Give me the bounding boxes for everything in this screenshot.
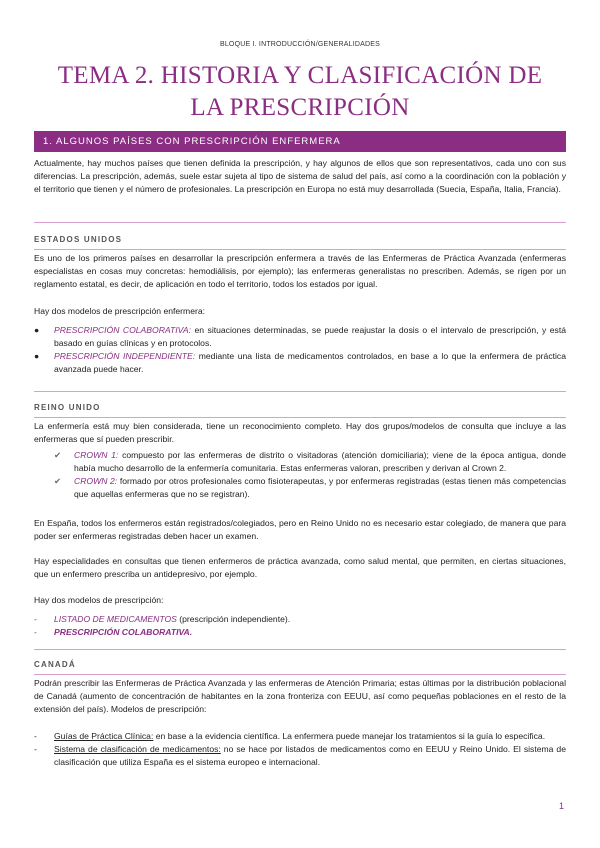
page-title: TEMA 2. HISTORIA Y CLASIFICACIÓN DE LA PRESCRIPCIÓN (57, 62, 543, 121)
bullet-icon: ● (34, 325, 40, 335)
list-item: ● PRESCRIPCIÓN INDEPENDIENTE: mediante una lista de medicamentos controlados, en base a lo que la enfermera de práctica avanzada puede hacer. (34, 351, 566, 375)
running-header: BLOQUE I. INTRODUCCIÓN/GENERALIDADES (219, 41, 381, 48)
usa-paragraph: Es uno de los primeros países en desarrollar la prescripción enfermera a través de las Enfermeras de Práctica Avanzada (enfermeras especialistas en cosas muy concretas: hemodiálisis, por ejemplo); las enfermeras generalistas no prescriben. Además, se rigen por un reglamento estatal, es decir, de aplicación en todo el territorio, todos los estados por igual. (34, 253, 566, 290)
divider (34, 649, 566, 650)
dash-icon: - (34, 731, 37, 741)
checkmark-icon: ✔ (54, 450, 62, 460)
section-heading-bar: 1. ALGUNOS PAÍSES CON PRESCRIPCIÓN ENFERMERA (34, 131, 566, 152)
list-item: - PRESCRIPCIÓN COLABORATIVA. (34, 626, 566, 639)
list-item: ● PRESCRIPCIÓN COLABORATIVA: en situaciones determinadas, se puede reajustar la dosis o el intervalo de prescripción, y está basado en guías clínicas y en protocolos. (34, 325, 566, 349)
subheading-uk: REINO UNIDO (34, 402, 566, 418)
dash-icon: - (34, 627, 37, 638)
uk-paragraph-specialties: Hay especialidades en consultas que tienen enfermeros de práctica avanzada, como salud mental, que permiten, en ciertas situaciones, que un enfermero prescriba un antidepresivo, por ejemplo. (34, 556, 566, 580)
uk-paragraph-spain: En España, todos los enfermeros están registrados/colegiados, pero en Reino Unido no es necesario estar colegiado, de manera que para poder ser enfermeras registradas deben hacer un examen. (34, 518, 566, 542)
list-item: - Guías de Práctica Clínica: en base a la evidencia científica. La enfermera puede manejar los tratamientos si la guía lo especifica. (34, 730, 566, 743)
checkmark-icon: ✔ (54, 476, 62, 487)
usa-models-list (34, 324, 566, 376)
page-number: 1 (558, 801, 564, 811)
uk-crown-list (34, 449, 566, 501)
canada-paragraph: Podrán prescribir las Enfermeras de Práctica Avanzada y las enfermeras de Atención Primaria; estas últimas por la distribución poblacional de Canadá (aumento de concentración de habitantes en la zona fronteriza con EEUU, así como pequeñas poblaciones en el resto de la extensión del país). Modelos de prescripción: (34, 678, 566, 715)
list-item: ✔ CROWN 1: compuesto por las enfermeras de distrito o visitadoras (atención domiciliaria); viene de la época antigua, donde había mucho desarrollo de la enfermería comunitaria. Estas enfermeras valoran, prescriben y derivan al Crown 2. (54, 450, 567, 474)
divider (34, 391, 566, 392)
list-item: - LISTADO DE MEDICAMENTOS (prescripción independiente). (34, 613, 566, 626)
uk-paragraph: La enfermería está muy bien considerada, tiene un reconocimiento completo. Hay dos grupos/modelos de consulta que incluye a las enfermeras que sí pueden prescribir. (34, 421, 566, 445)
list-item: - Sistema de clasificación de medicamentos: no se hace por listados de medicamentos como en EEUU y Reino Unido. El sistema de clasificación que utiliza España es el sistema europeo e internacional. (34, 744, 566, 768)
canada-models-list (34, 730, 566, 769)
subheading-canada: CANADÁ (34, 659, 566, 675)
uk-models-intro: Hay dos modelos de prescripción: (34, 595, 164, 605)
divider (34, 222, 566, 223)
bullet-icon: ● (34, 351, 40, 362)
subheading-usa: ESTADOS UNIDOS (34, 234, 566, 250)
dash-icon: - (34, 744, 37, 755)
usa-models-intro: Hay dos modelos de prescripción enfermera: (34, 306, 206, 316)
uk-models-list (34, 613, 566, 639)
list-item: ✔ CROWN 2: formado por otros profesionales como fisioterapeutas, y por enfermeras registradas (estas tienen más competencias que aquellas enfermeras que no se registran). (54, 476, 566, 500)
dash-icon: - (34, 614, 37, 624)
intro-paragraph: Actualmente, hay muchos países que tienen definida la prescripción, y hay algunos de ellos que son representativos, cada uno con sus diferencias. La prescripción, además, suele estar sujeta al tipo de sistema de salud del país, así como a la coordinación con la población y el territorio que tienen y el número de profesionales. La prescripción en Europa no está muy desarrollada (Suecia, España, Italia, Francia). (34, 158, 566, 195)
